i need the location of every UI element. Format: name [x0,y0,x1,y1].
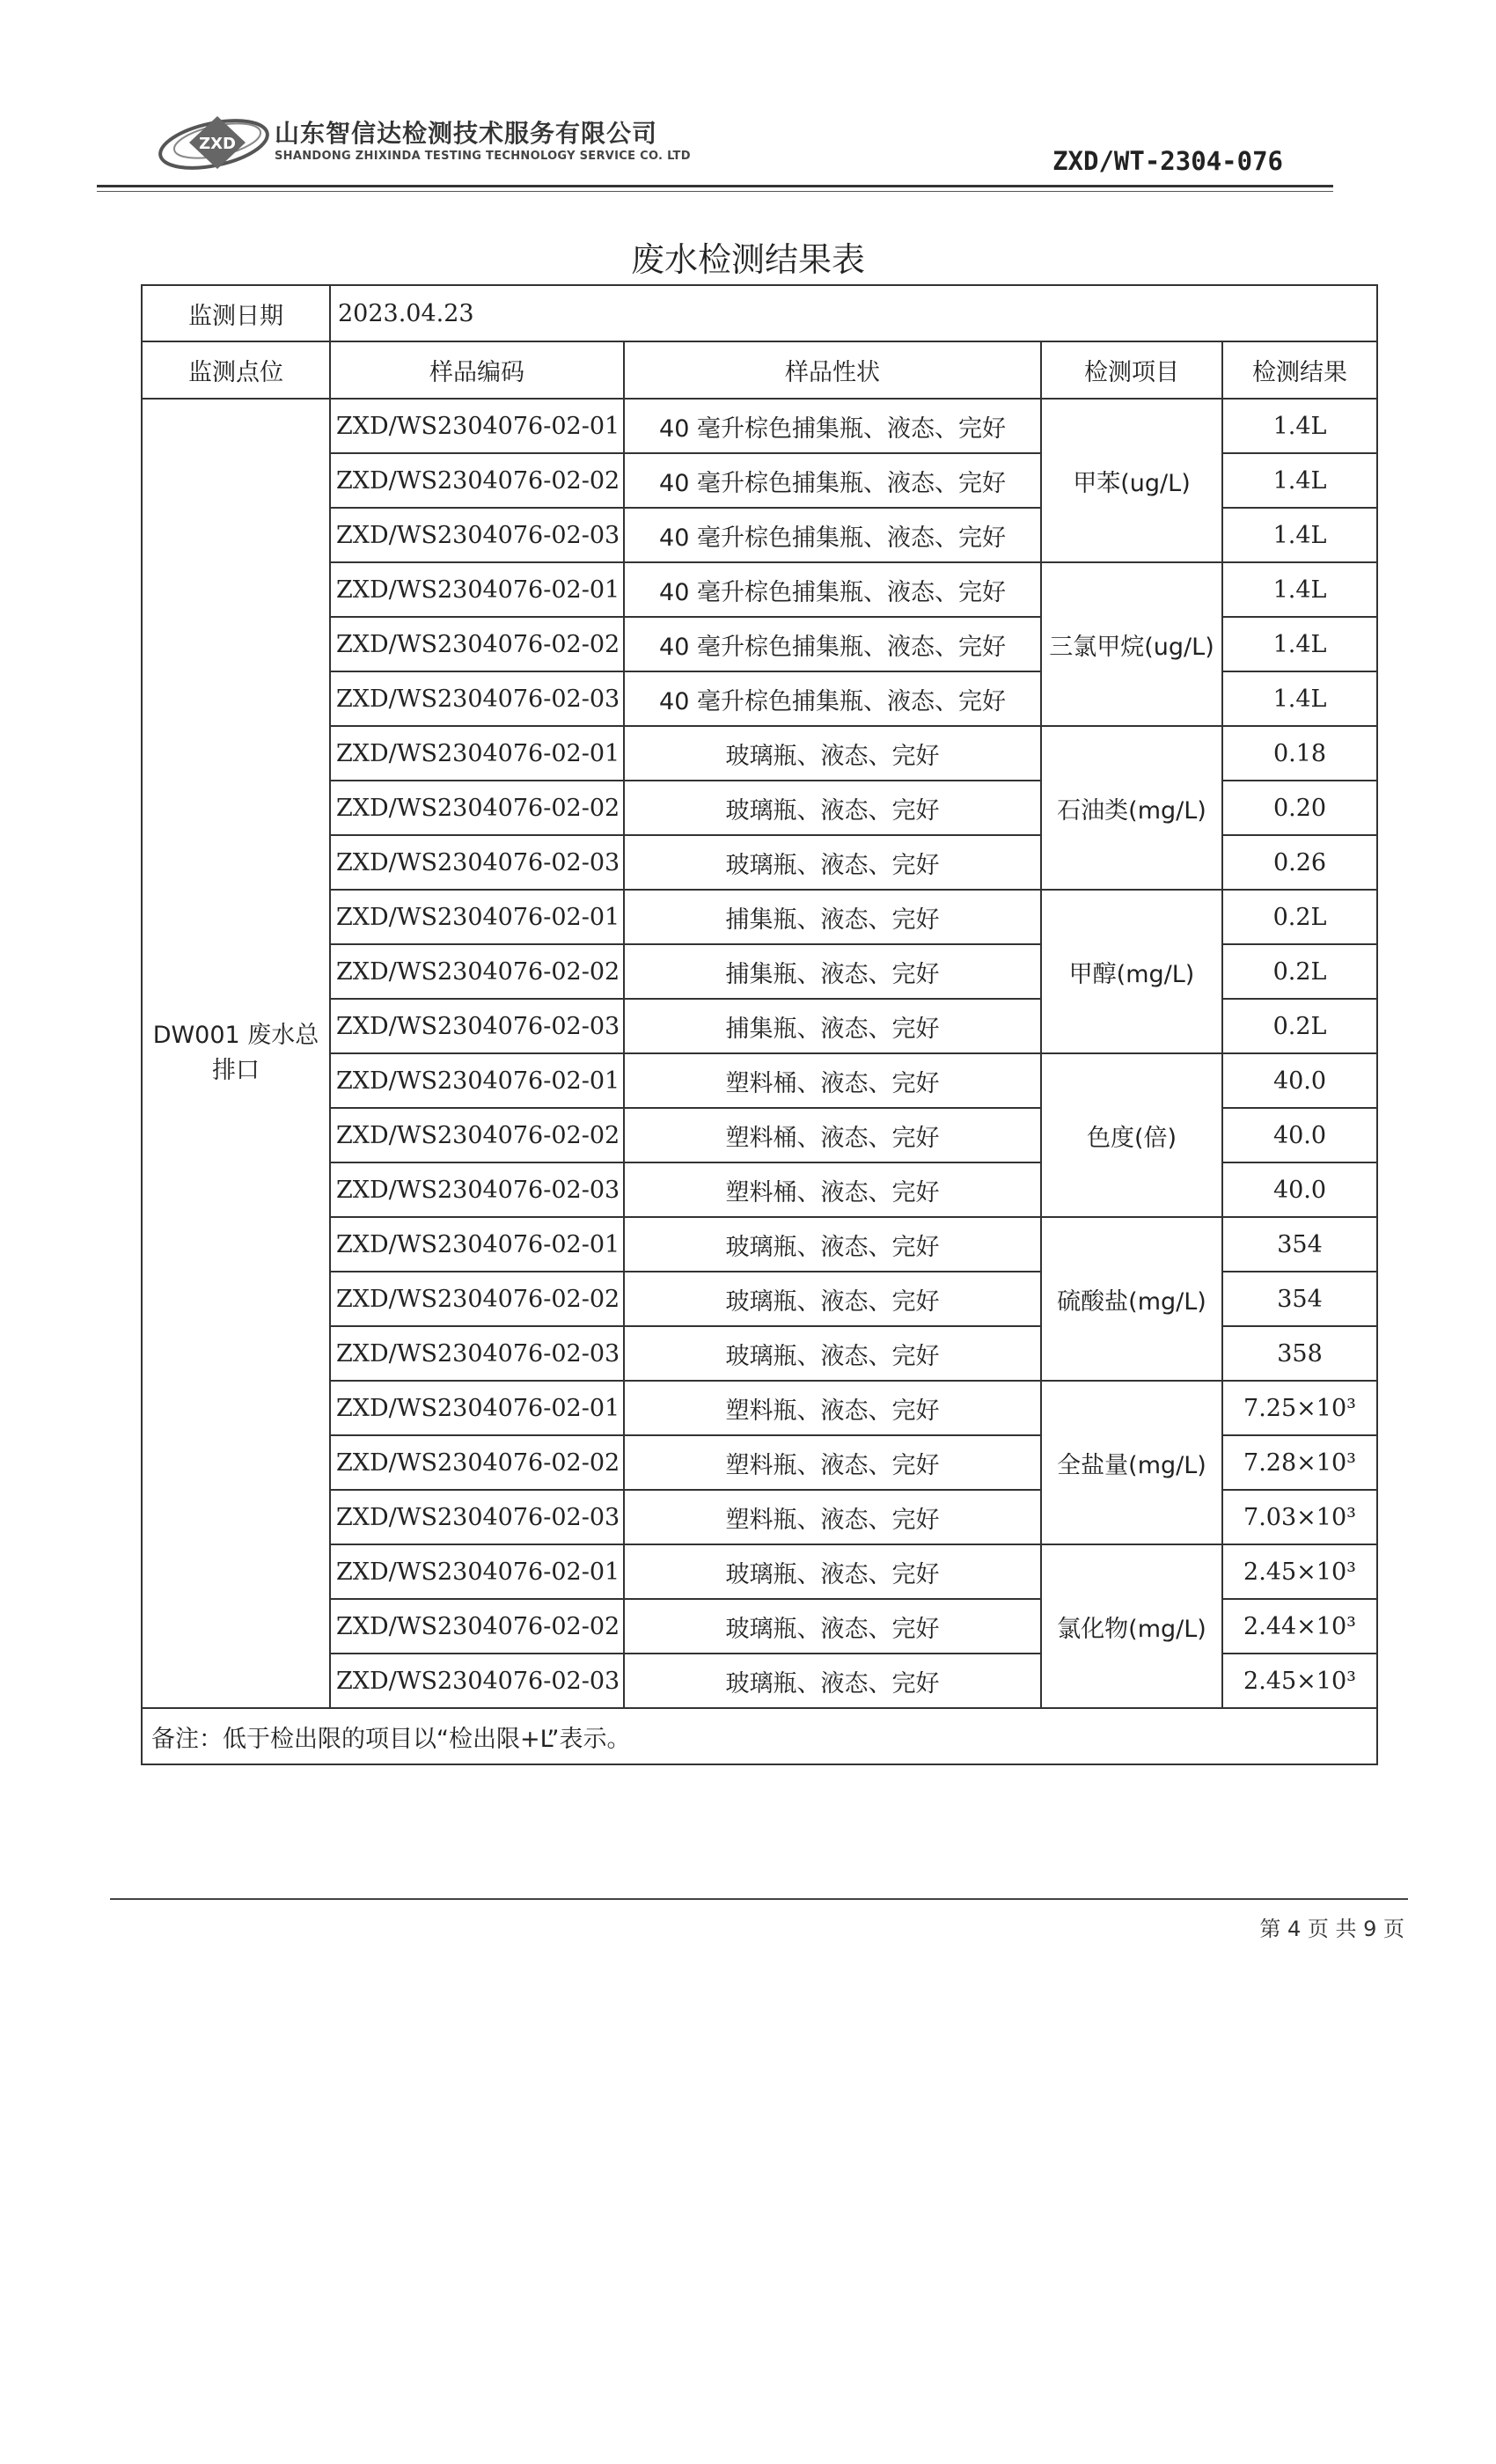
sample-desc-cell: 捕集瓶、液态、完好 [624,944,1041,999]
sample-code-cell: ZXD/WS2304076-02-03 [330,1490,624,1544]
result-cell: 1.4L [1222,399,1377,453]
sample-desc-cell: 40 毫升棕色捕集瓶、液态、完好 [624,617,1041,671]
result-cell: 0.2L [1222,944,1377,999]
result-cell: 7.28×10³ [1222,1435,1377,1490]
sample-desc-cell: 40 毫升棕色捕集瓶、液态、完好 [624,671,1041,726]
report-number: ZXD/WT-2304-076 [1052,146,1283,176]
header-item: 检测项目 [1041,341,1222,399]
sample-desc-cell: 玻璃瓶、液态、完好 [624,835,1041,890]
test-item-cell: 甲醇(mg/L) [1041,890,1222,1053]
header-result: 检测结果 [1222,341,1377,399]
sample-desc-cell: 塑料桶、液态、完好 [624,1162,1041,1217]
result-cell: 0.2L [1222,999,1377,1053]
company-name-en: SHANDONG ZHIXINDA TESTING TECHNOLOGY SERVICE CO. LTD [275,150,691,163]
result-cell: 2.44×10³ [1222,1599,1377,1654]
footer-divider [110,1898,1408,1900]
result-cell: 0.2L [1222,890,1377,944]
result-cell: 40.0 [1222,1162,1377,1217]
sample-desc-cell: 40 毫升棕色捕集瓶、液态、完好 [624,399,1041,453]
sample-desc-cell: 塑料瓶、液态、完好 [624,1381,1041,1435]
date-value: 2023.04.23 [330,285,1377,341]
result-cell: 354 [1222,1217,1377,1272]
sample-code-cell: ZXD/WS2304076-02-01 [330,1053,624,1108]
sample-code-cell: ZXD/WS2304076-02-01 [330,1217,624,1272]
result-cell: 7.25×10³ [1222,1381,1377,1435]
sample-desc-cell: 40 毫升棕色捕集瓶、液态、完好 [624,562,1041,617]
result-cell: 0.26 [1222,835,1377,890]
sample-code-cell: ZXD/WS2304076-02-02 [330,1108,624,1162]
header-site: 监测点位 [142,341,330,399]
sample-desc-cell: 玻璃瓶、液态、完好 [624,1326,1041,1381]
sample-desc-cell: 塑料桶、液态、完好 [624,1053,1041,1108]
sample-code-cell: ZXD/WS2304076-02-02 [330,1272,624,1326]
company-name-cn: 山东智信达检测技术服务有限公司 [275,119,658,148]
sample-code-cell: ZXD/WS2304076-02-01 [330,726,624,781]
table-row [142,399,1377,453]
sample-desc-cell: 玻璃瓶、液态、完好 [624,1599,1041,1654]
company-logo-icon [154,104,286,183]
sample-code-cell: ZXD/WS2304076-02-01 [330,399,624,453]
result-cell: 0.18 [1222,726,1377,781]
sample-desc-cell: 玻璃瓶、液态、完好 [624,1272,1041,1326]
sample-code-cell: ZXD/WS2304076-02-01 [330,1544,624,1599]
test-item-cell: 色度(倍) [1041,1053,1222,1217]
result-cell: 2.45×10³ [1222,1544,1377,1599]
remark-row [142,1708,1377,1764]
sample-code-cell: ZXD/WS2304076-02-02 [330,617,624,671]
result-cell: 358 [1222,1326,1377,1381]
sample-code-cell: ZXD/WS2304076-02-03 [330,671,624,726]
sample-desc-cell: 塑料瓶、液态、完好 [624,1435,1041,1490]
sample-code-cell: ZXD/WS2304076-02-03 [330,835,624,890]
date-row [142,285,1377,341]
sample-code-cell: ZXD/WS2304076-02-01 [330,890,624,944]
result-cell: 7.03×10³ [1222,1490,1377,1544]
result-cell: 40.0 [1222,1108,1377,1162]
remark-cell: 备注：低于检出限的项目以“检出限+L”表示。 [142,1708,1377,1764]
header-desc: 样品性状 [624,341,1041,399]
sample-code-cell: ZXD/WS2304076-02-02 [330,1599,624,1654]
sample-code-cell: ZXD/WS2304076-02-03 [330,1326,624,1381]
sample-code-cell: ZXD/WS2304076-02-02 [330,453,624,508]
sample-desc-cell: 玻璃瓶、液态、完好 [624,1544,1041,1599]
result-cell: 0.20 [1222,781,1377,835]
header-row [142,341,1377,399]
result-cell: 1.4L [1222,562,1377,617]
sample-code-cell: ZXD/WS2304076-02-02 [330,781,624,835]
sample-code-cell: ZXD/WS2304076-02-03 [330,1162,624,1217]
sample-code-cell: ZXD/WS2304076-02-02 [330,944,624,999]
page-title: 废水检测结果表 [630,240,865,279]
header-code: 样品编码 [330,341,624,399]
sample-desc-cell: 塑料瓶、液态、完好 [624,1490,1041,1544]
header-divider-thin [97,191,1333,192]
sample-desc-cell: 玻璃瓶、液态、完好 [624,781,1041,835]
test-item-cell: 氯化物(mg/L) [1041,1544,1222,1708]
report-header [0,0,1496,202]
sample-code-cell: ZXD/WS2304076-02-03 [330,999,624,1053]
sample-desc-cell: 40 毫升棕色捕集瓶、液态、完好 [624,508,1041,562]
sample-code-cell: ZXD/WS2304076-02-01 [330,1381,624,1435]
sample-desc-cell: 塑料桶、液态、完好 [624,1108,1041,1162]
page-number: 第 4 页 共 9 页 [1259,1917,1404,1941]
logo-text: ZXD [199,135,236,153]
result-cell: 1.4L [1222,617,1377,671]
sample-code-cell: ZXD/WS2304076-02-03 [330,508,624,562]
result-cell: 1.4L [1222,453,1377,508]
result-cell: 1.4L [1222,508,1377,562]
sample-desc-cell: 40 毫升棕色捕集瓶、液态、完好 [624,453,1041,508]
site-cell: DW001 废水总排口 [142,399,330,1708]
test-item-cell: 硫酸盐(mg/L) [1041,1217,1222,1381]
sample-desc-cell: 捕集瓶、液态、完好 [624,890,1041,944]
result-cell: 354 [1222,1272,1377,1326]
sample-desc-cell: 玻璃瓶、液态、完好 [624,1654,1041,1708]
result-cell: 2.45×10³ [1222,1654,1377,1708]
test-item-cell: 三氯甲烷(ug/L) [1041,562,1222,726]
results-table [141,284,1378,1765]
test-item-cell: 全盐量(mg/L) [1041,1381,1222,1544]
sample-code-cell: ZXD/WS2304076-02-01 [330,562,624,617]
sample-desc-cell: 玻璃瓶、液态、完好 [624,1217,1041,1272]
test-item-cell: 石油类(mg/L) [1041,726,1222,890]
sample-code-cell: ZXD/WS2304076-02-02 [330,1435,624,1490]
header-divider [97,185,1333,187]
result-cell: 40.0 [1222,1053,1377,1108]
date-label: 监测日期 [142,285,330,341]
sample-code-cell: ZXD/WS2304076-02-03 [330,1654,624,1708]
sample-desc-cell: 捕集瓶、液态、完好 [624,999,1041,1053]
test-item-cell: 甲苯(ug/L) [1041,399,1222,562]
sample-desc-cell: 玻璃瓶、液态、完好 [624,726,1041,781]
result-cell: 1.4L [1222,671,1377,726]
